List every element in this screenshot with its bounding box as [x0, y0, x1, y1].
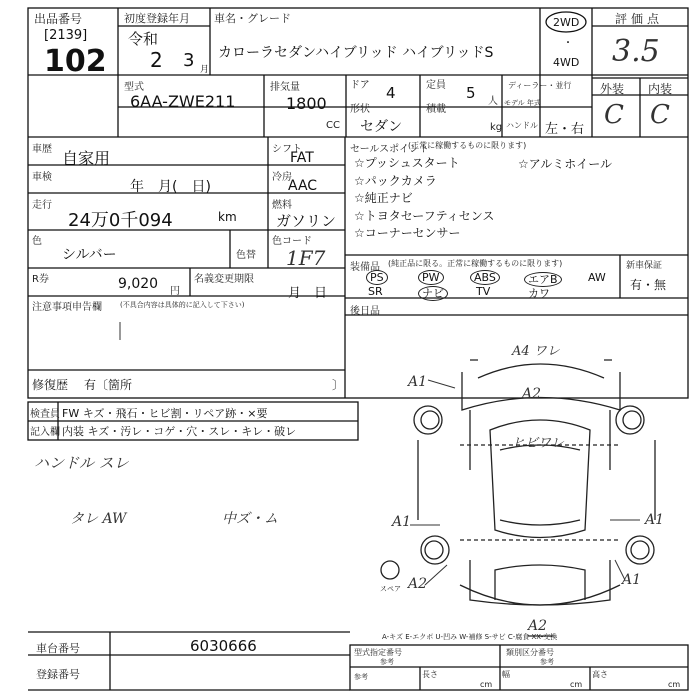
reg-month: 3 [183, 50, 195, 71]
equip-item: ABS [470, 270, 500, 285]
handwritten-note: 中ズ・ム [222, 511, 278, 527]
handle: 左・右 [545, 122, 585, 137]
meihen-label: 名義変更期限 [194, 274, 254, 285]
sales-point: ☆パックカメラ [354, 173, 437, 188]
month-unit: 月 [200, 65, 210, 75]
cm-unit: cm [668, 680, 681, 689]
handle-label: ハンドル [506, 121, 538, 130]
equip-item: ナビ [418, 286, 448, 301]
lot-number-label: 出品番号 [34, 12, 83, 26]
height-label: 高さ [592, 670, 608, 679]
equip-aw: AW [588, 271, 606, 284]
color-label: 色 [32, 236, 42, 247]
sales-note: (正常に稼働するものに限ります) [408, 141, 527, 150]
reg-year: 2 [150, 48, 163, 72]
sales-point: ☆コーナーセンサー [354, 226, 461, 240]
capacity: 5 [466, 84, 476, 102]
warranty-value: 有・無 [630, 278, 667, 292]
inspector-row-1: FW キズ・飛石・ヒビ割・リペア跡・×要 [62, 407, 268, 420]
doors-label: ドア [350, 80, 370, 91]
ref-label: 参考 [354, 673, 368, 681]
equipment-note: (純正品に限る。正常に稼働するものに限ります) [388, 259, 563, 268]
damage-mark: A2 [408, 576, 428, 592]
model-label: 型式 [124, 82, 144, 93]
score-label: 評価点 [615, 12, 664, 26]
cm-unit: cm [480, 680, 493, 689]
sales-point-right: ☆アルミホイール [518, 157, 613, 171]
displacement-label: 排気量 [270, 82, 300, 93]
model: 6AA-ZWE211 [130, 92, 236, 111]
width-label: 幅 [502, 670, 510, 679]
mileage-label: 走行 [32, 200, 52, 211]
color-change-label: 色替 [236, 250, 256, 261]
equip-sr: SR [368, 285, 383, 298]
damage-mark: A2 [528, 618, 548, 634]
km-unit: km [218, 210, 237, 224]
history: 自家用 [62, 149, 111, 168]
dealer-label: ディーラー・並行 [508, 81, 572, 90]
equip-navi [418, 285, 448, 301]
equip-pw [418, 271, 444, 284]
repair-close: 〕 [332, 378, 345, 392]
inspection-label: 車検 [32, 172, 52, 183]
damage-mark: A4 ワレ [512, 344, 560, 359]
repair-value: 有〔箇所 [84, 378, 133, 392]
inspector-row-2: 内装 キズ・汚レ・コゲ・穴・スレ・キレ・破レ [62, 425, 297, 438]
lot-id: [2139] [44, 28, 88, 43]
ref-label: 参考 [540, 658, 554, 666]
color-code: 1F7 [286, 246, 326, 270]
warranty-label: 新車保証 [626, 261, 663, 271]
later-label: 後日品 [350, 306, 380, 317]
length-label: 長さ [422, 670, 438, 679]
first-reg-label: 初度登録年月 [124, 12, 190, 25]
ref-label: 参考 [380, 658, 394, 666]
drive-4wd: 4WD [553, 56, 580, 69]
mileage: 24万0千094 [68, 210, 173, 231]
sales-point: ☆純正ナビ [354, 191, 413, 205]
sales-points [354, 155, 494, 243]
spare-label: スペア [380, 585, 401, 593]
load-label: 積載 [426, 104, 446, 115]
sales-point: ☆トヨタセーフティセンス [354, 208, 495, 223]
notice-label: 注意事項申告欄 [32, 302, 102, 313]
model-year-label: モデル 年式 [504, 99, 541, 107]
car-diagram [381, 360, 655, 636]
kg-unit: kg [490, 122, 503, 133]
doors: 4 [386, 84, 396, 102]
sales-point: ☆プッシュスタート [354, 156, 460, 170]
damage-mark: ヒビワレ [512, 436, 565, 451]
handwritten-note: ハンドル スレ [34, 454, 129, 472]
ac-label: 冷房 [272, 172, 292, 183]
notice-note: (不具合内容は具体的に記入して下さい) [120, 301, 245, 309]
shift-label: シフト [272, 144, 302, 155]
drive-2wd: 2WD [553, 16, 580, 29]
recycle-value: 9,020 [118, 276, 159, 292]
cc-unit: CC [326, 120, 340, 131]
capacity-label: 定員 [426, 80, 446, 91]
equip-tv: TV [476, 285, 491, 298]
shift: FAT [290, 150, 314, 166]
damage-mark: A1 [645, 512, 665, 528]
sales-label: セールスポイント [350, 144, 430, 155]
interior-grade: C [650, 100, 670, 130]
cm-unit: cm [570, 680, 583, 689]
equip-leather: カワ [528, 287, 550, 300]
fuel: ガソリン [276, 212, 337, 230]
color-code-label: 色コード [272, 236, 312, 247]
recycle-label: R券 [32, 274, 49, 285]
exterior-label: 外装 [600, 82, 625, 96]
history-label: 車歴 [32, 144, 52, 155]
meihen-value: 月 日 [288, 286, 328, 301]
damage-mark: A1 [392, 514, 412, 530]
era: 令和 [128, 30, 159, 48]
equip-item: PW [418, 270, 444, 285]
inspector-label-2: 記入欄 [30, 427, 60, 438]
equipment-label: 装備品 [350, 262, 380, 273]
category-label: 類別区分番号 [506, 648, 554, 657]
color: シルバー [62, 247, 117, 263]
ac: AAC [288, 178, 318, 194]
model-designation-label: 型式指定番号 [354, 648, 402, 657]
reg-label: 登録番号 [36, 668, 80, 681]
yen-unit: 円 [170, 286, 180, 297]
damage-mark: A1 [408, 374, 428, 390]
displacement: 1800 [286, 94, 327, 113]
shape: セダン [360, 119, 403, 135]
score: 3.5 [612, 34, 660, 69]
inspector-label-1: 検査員 [30, 409, 60, 420]
car-name-label: 車名・グレード [214, 12, 291, 25]
damage-mark: A2 [522, 386, 542, 402]
handwritten-note: タレ AW [70, 511, 127, 527]
lot-number: 102 [44, 44, 107, 79]
chassis-label: 車台番号 [36, 642, 80, 655]
equip-item: PS [366, 270, 388, 285]
equip-ps [366, 271, 388, 284]
repair-label: 修復歴 [32, 378, 69, 392]
fuel-label: 燃料 [272, 200, 292, 211]
equip-item: エアB [524, 272, 562, 287]
shape-label: 形状 [350, 104, 370, 115]
person-unit: 人 [488, 96, 498, 107]
damage-legend: A-キズ E-エクボ U-凹み W-補修 S-サビ C-腐食 XX-交換 [382, 633, 558, 641]
inspection-value: 年 月( 日) [130, 179, 211, 195]
car-name: カローラセダンハイブリッド ハイブリッドS [218, 45, 494, 61]
chassis-number: 6030666 [190, 637, 257, 655]
damage-mark: A1 [622, 572, 642, 588]
interior-label: 内装 [648, 82, 673, 96]
equip-abs [470, 271, 500, 284]
exterior-grade: C [604, 100, 624, 130]
